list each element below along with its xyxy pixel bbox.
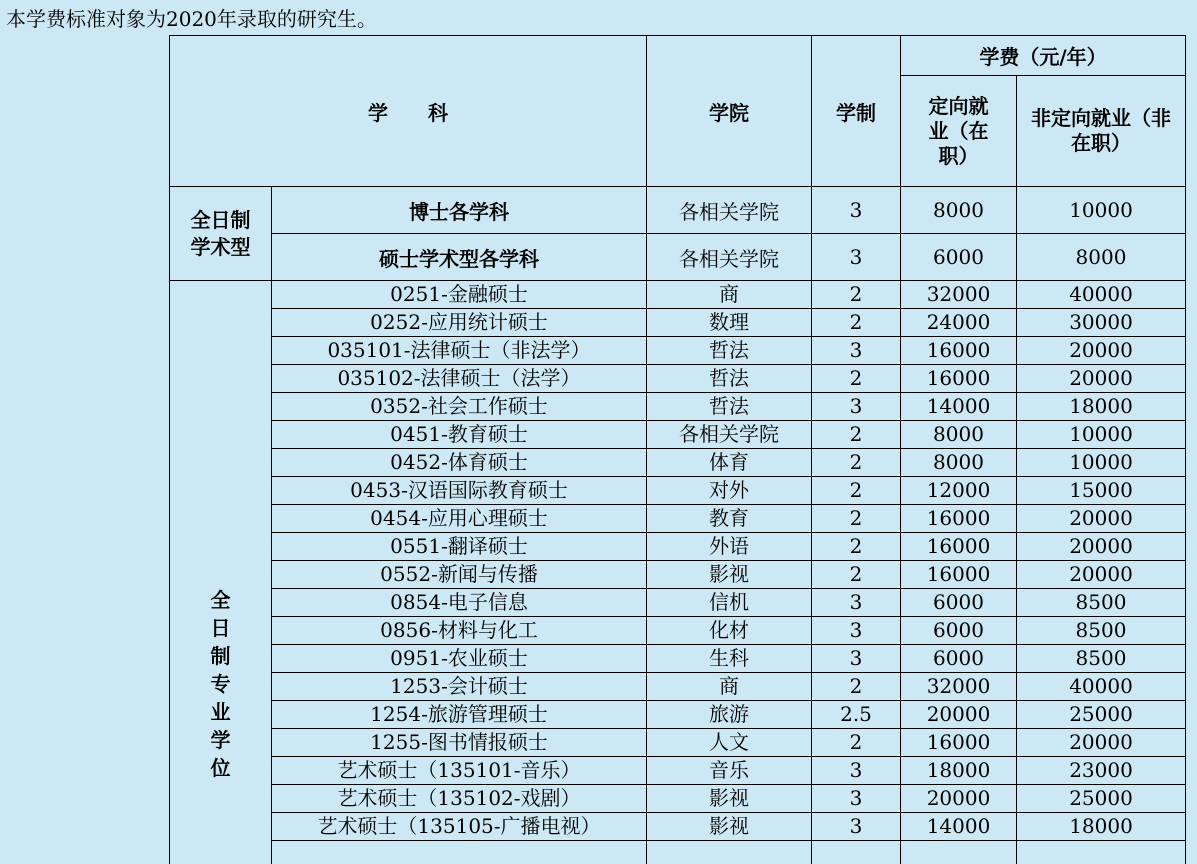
cell-years: 3 xyxy=(812,645,901,673)
cell-subject: 0854-电子信息 xyxy=(272,589,647,617)
professional-row-cutoff xyxy=(170,841,1186,864)
cell-directed: 6000 xyxy=(901,234,1017,281)
professional-row xyxy=(170,757,1186,785)
cell-subject: 艺术硕士（135101-音乐） xyxy=(272,757,647,785)
cell-subject: 0452-体育硕士 xyxy=(272,449,647,477)
cell-nondirected: 8500 xyxy=(1017,645,1186,673)
cell-subject: 035102-法律硕士（法学） xyxy=(272,365,647,393)
cell-years: 3 xyxy=(812,234,901,281)
academic-label-line-2: 学术型 xyxy=(190,234,251,259)
cell-nondirected: 20000 xyxy=(1017,729,1186,757)
cell-directed: 16000 xyxy=(901,505,1017,533)
cell-directed: 14000 xyxy=(901,393,1017,421)
cell-years: 2.5 xyxy=(812,701,901,729)
cell-subject: 0352-社会工作硕士 xyxy=(272,393,647,421)
cell-college: 数理 xyxy=(647,309,812,337)
cell-college: 教育 xyxy=(647,505,812,533)
cell-subject: 0856-材料与化工 xyxy=(272,617,647,645)
cell-years: 2 xyxy=(812,477,901,505)
intro-text: 本学费标准对象为2020年录取的研究生。 xyxy=(6,7,377,31)
professional-row xyxy=(170,561,1186,589)
cell-subject: 0552-新闻与传播 xyxy=(272,561,647,589)
cell-nondirected: 40000 xyxy=(1017,281,1186,309)
cell-subject: 0951-农业硕士 xyxy=(272,645,647,673)
directed-header: 定向就业（在职） xyxy=(901,76,1017,187)
cell-empty xyxy=(812,841,901,864)
professional-row xyxy=(170,365,1186,393)
professional-row xyxy=(170,673,1186,701)
professional-row xyxy=(170,505,1186,533)
cell-college: 各相关学院 xyxy=(647,234,812,281)
professional-row xyxy=(170,449,1186,477)
cell-subject: 0451-教育硕士 xyxy=(272,421,647,449)
cell-subject: 0252-应用统计硕士 xyxy=(272,309,647,337)
cell-nondirected: 18000 xyxy=(1017,393,1186,421)
cell-years: 3 xyxy=(812,393,901,421)
cell-nondirected: 10000 xyxy=(1017,187,1186,234)
cell-nondirected: 20000 xyxy=(1017,561,1186,589)
cell-empty xyxy=(272,841,647,864)
professional-label-char: 全 xyxy=(210,587,231,612)
cell-college: 影视 xyxy=(647,813,812,841)
cell-directed: 8000 xyxy=(901,449,1017,477)
cell-college: 影视 xyxy=(647,561,812,589)
cell-directed: 8000 xyxy=(901,421,1017,449)
cell-college: 哲法 xyxy=(647,337,812,365)
cell-directed: 6000 xyxy=(901,617,1017,645)
cell-nondirected: 40000 xyxy=(1017,673,1186,701)
cell-college: 商 xyxy=(647,673,812,701)
cell-college: 外语 xyxy=(647,533,812,561)
cell-nondirected: 8000 xyxy=(1017,234,1186,281)
cell-directed: 16000 xyxy=(901,337,1017,365)
fee-group-header: 学费（元/年） xyxy=(901,36,1186,76)
cell-subject: 1254-旅游管理硕士 xyxy=(272,701,647,729)
cell-subject: 0551-翻译硕士 xyxy=(272,533,647,561)
academic-label xyxy=(170,187,272,281)
cell-directed: 24000 xyxy=(901,309,1017,337)
cell-college: 旅游 xyxy=(647,701,812,729)
professional-row xyxy=(170,785,1186,813)
cell-subject: 1255-图书情报硕士 xyxy=(272,729,647,757)
cell-nondirected: 10000 xyxy=(1017,449,1186,477)
professional-row xyxy=(170,477,1186,505)
cell-subject: 0453-汉语国际教育硕士 xyxy=(272,477,647,505)
cell-subject: 艺术硕士（135102-戏剧） xyxy=(272,785,647,813)
cell-years: 3 xyxy=(812,589,901,617)
cell-years: 3 xyxy=(812,785,901,813)
professional-label-char: 位 xyxy=(210,755,231,780)
cell-directed: 16000 xyxy=(901,365,1017,393)
cell-years: 3 xyxy=(812,337,901,365)
professional-row xyxy=(170,393,1186,421)
cell-nondirected: 10000 xyxy=(1017,421,1186,449)
cell-college: 体育 xyxy=(647,449,812,477)
academic-label-line-1: 全日制 xyxy=(190,207,251,232)
academic-row xyxy=(170,234,1186,281)
cell-nondirected: 30000 xyxy=(1017,309,1186,337)
professional-label xyxy=(170,281,272,864)
cell-subject: 硕士学术型各学科 xyxy=(272,234,647,281)
cell-directed: 32000 xyxy=(901,281,1017,309)
cell-empty xyxy=(901,841,1017,864)
cell-directed: 6000 xyxy=(901,589,1017,617)
cell-college: 人文 xyxy=(647,729,812,757)
cell-years: 2 xyxy=(812,729,901,757)
cell-nondirected: 15000 xyxy=(1017,477,1186,505)
professional-label-char: 日 xyxy=(210,615,231,640)
cell-nondirected: 20000 xyxy=(1017,533,1186,561)
cell-directed: 16000 xyxy=(901,729,1017,757)
cell-directed: 20000 xyxy=(901,701,1017,729)
professional-row xyxy=(170,729,1186,757)
academic-row xyxy=(170,187,1186,234)
cell-years: 2 xyxy=(812,673,901,701)
cell-nondirected: 8500 xyxy=(1017,589,1186,617)
cell-subject: 艺术硕士（135105-广播电视） xyxy=(272,813,647,841)
cell-directed: 12000 xyxy=(901,477,1017,505)
subject-header xyxy=(170,36,647,187)
cell-directed: 20000 xyxy=(901,785,1017,813)
cell-nondirected: 25000 xyxy=(1017,785,1186,813)
cell-years: 3 xyxy=(812,617,901,645)
professional-row xyxy=(170,337,1186,365)
cell-nondirected: 20000 xyxy=(1017,505,1186,533)
cell-directed: 18000 xyxy=(901,757,1017,785)
cell-college: 音乐 xyxy=(647,757,812,785)
cell-directed: 16000 xyxy=(901,533,1017,561)
cell-college: 哲法 xyxy=(647,365,812,393)
cell-directed: 6000 xyxy=(901,645,1017,673)
professional-label-char: 专 xyxy=(210,671,231,696)
professional-row xyxy=(170,281,1186,309)
professional-row xyxy=(170,589,1186,617)
cell-nondirected: 20000 xyxy=(1017,337,1186,365)
cell-subject: 0454-应用心理硕士 xyxy=(272,505,647,533)
header-row-1 xyxy=(170,36,1186,76)
professional-row xyxy=(170,813,1186,841)
duration-header: 学制 xyxy=(812,36,901,187)
professional-row xyxy=(170,309,1186,337)
cell-college: 生科 xyxy=(647,645,812,673)
cell-years: 2 xyxy=(812,309,901,337)
professional-label-char: 业 xyxy=(210,699,231,724)
professional-section xyxy=(170,281,1186,864)
cell-subject: 0251-金融硕士 xyxy=(272,281,647,309)
professional-row xyxy=(170,421,1186,449)
cell-directed: 8000 xyxy=(901,187,1017,234)
cell-college: 各相关学院 xyxy=(647,421,812,449)
cell-nondirected: 18000 xyxy=(1017,813,1186,841)
cell-years: 2 xyxy=(812,561,901,589)
cell-years: 3 xyxy=(812,757,901,785)
cell-subject: 博士各学科 xyxy=(272,187,647,234)
cell-college: 影视 xyxy=(647,785,812,813)
cell-college: 商 xyxy=(647,281,812,309)
cell-college: 各相关学院 xyxy=(647,187,812,234)
cell-years: 2 xyxy=(812,365,901,393)
cell-years: 3 xyxy=(812,813,901,841)
cell-college: 哲法 xyxy=(647,393,812,421)
cell-empty xyxy=(647,841,812,864)
cell-nondirected: 25000 xyxy=(1017,701,1186,729)
professional-label-char: 制 xyxy=(210,643,231,668)
cell-years: 2 xyxy=(812,421,901,449)
cell-college: 信机 xyxy=(647,589,812,617)
cell-years: 3 xyxy=(812,187,901,234)
cell-years: 2 xyxy=(812,533,901,561)
cell-nondirected: 8500 xyxy=(1017,617,1186,645)
professional-row xyxy=(170,701,1186,729)
professional-label-char: 学 xyxy=(210,727,231,752)
college-header: 学院 xyxy=(647,36,812,187)
subject-header-char-1: 学 xyxy=(368,100,388,125)
nondirected-header: 非定向就业（非在职） xyxy=(1017,76,1186,187)
professional-row xyxy=(170,533,1186,561)
fee-table xyxy=(169,35,1186,864)
cell-nondirected: 23000 xyxy=(1017,757,1186,785)
cell-years: 2 xyxy=(812,449,901,477)
cell-directed: 32000 xyxy=(901,673,1017,701)
subject-header-char-2: 科 xyxy=(428,100,448,125)
professional-row xyxy=(170,617,1186,645)
cell-empty xyxy=(1017,841,1186,864)
cell-nondirected: 20000 xyxy=(1017,365,1186,393)
academic-section xyxy=(170,187,1186,281)
cell-college: 对外 xyxy=(647,477,812,505)
cell-years: 2 xyxy=(812,505,901,533)
cell-college: 化材 xyxy=(647,617,812,645)
cell-directed: 14000 xyxy=(901,813,1017,841)
cell-subject: 035101-法律硕士（非法学） xyxy=(272,337,647,365)
cell-years: 2 xyxy=(812,281,901,309)
professional-row xyxy=(170,645,1186,673)
cell-subject: 1253-会计硕士 xyxy=(272,673,647,701)
cell-directed: 16000 xyxy=(901,561,1017,589)
